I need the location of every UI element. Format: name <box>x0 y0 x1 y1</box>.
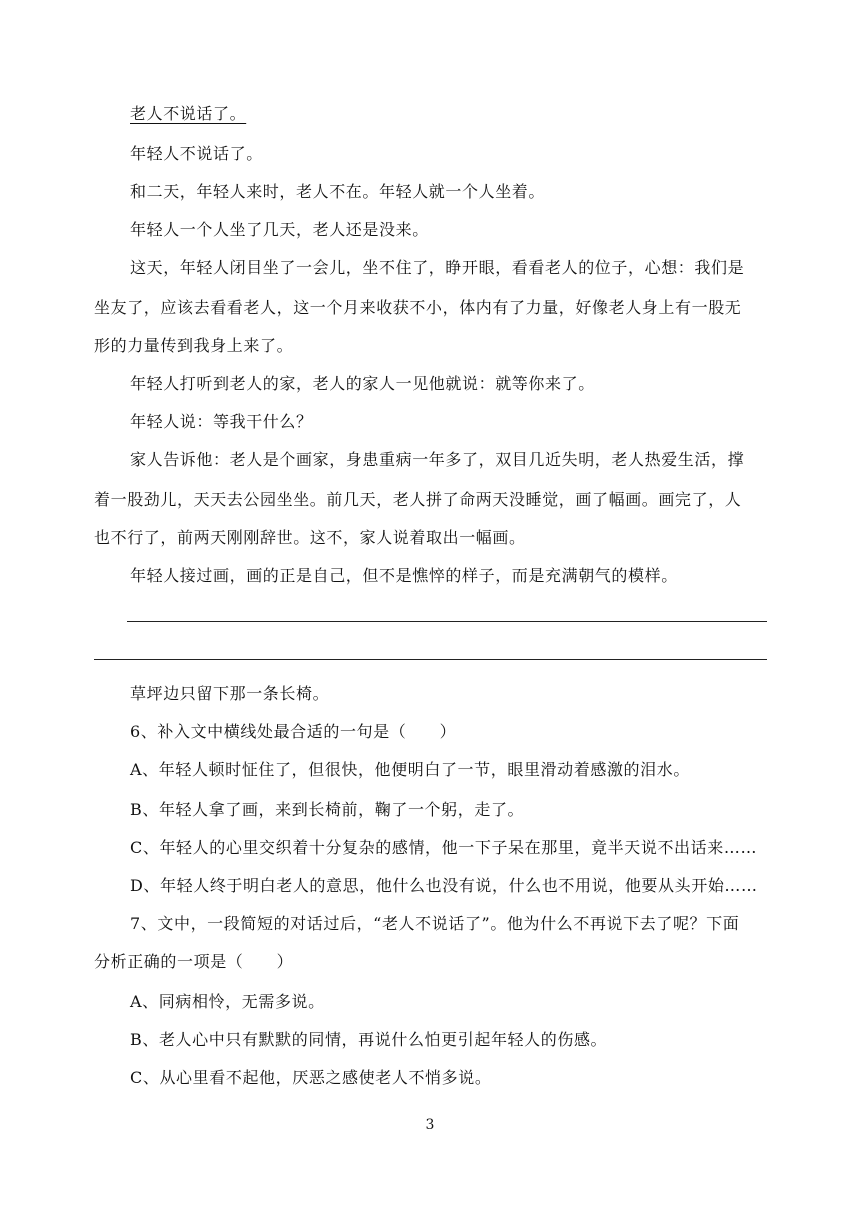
option-c: C、从心里看不起他，厌恶之感使老人不悄多说。 <box>130 1068 492 1087</box>
paragraph-continuation: 坐友了，应该去看看老人，这一个月来收获不小，体内有了力量，好像老人身上有一股无 <box>94 298 742 317</box>
question-6: 6、补入文中横线处最合适的一句是（ ） <box>130 722 457 741</box>
option-c: C、年轻人的心里交织着十分复杂的感情，他一下子呆在那里，竟半天说不出话来…… <box>130 838 758 857</box>
page-number: 3 <box>425 1117 435 1133</box>
option-b: B、老人心中只有默默的同情，再说什么怕更引起年轻人的伤感。 <box>130 1030 608 1049</box>
paragraph-continuation: 着一股劲儿，天天去公园坐坐。前几天，老人拼了命两天没睡觉，画了幅画。画完了，人 <box>94 490 742 509</box>
paragraph-continuation: 形的力量传到我身上来了。 <box>94 336 294 355</box>
paragraph: 年轻人说：等我干什么？ <box>130 412 313 431</box>
paragraph: 年轻人接过画，画的正是自己，但不是憔悴的样子，而是充满朝气的模样。 <box>130 566 678 585</box>
option-a: A、同病相怜，无需多说。 <box>130 992 325 1011</box>
paragraph: 年轻人不说话了。 <box>130 144 263 163</box>
paragraph: 这天，年轻人闭目坐了一会儿，坐不住了，睁开眼，看看老人的位子，心想：我们是 <box>130 258 745 277</box>
paragraph: 年轻人打听到老人的家，老人的家人一见他就说：就等你来了。 <box>130 374 595 393</box>
paragraph-underlined: 老人不说话了。 <box>130 104 247 123</box>
option-b: B、年轻人拿了画，来到长椅前，鞠了一个躬，走了。 <box>130 800 525 819</box>
paragraph: 家人告诉他：老人是个画家，身患重病一年多了，双目几近失明，老人热爱生活，撑 <box>130 450 745 469</box>
question-7: 7、文中，一段简短的对话过后，“老人不说话了”。他为什么不再说下去了呢？下面 <box>130 914 740 933</box>
question-7-continuation: 分析正确的一项是（ ） <box>94 952 294 971</box>
option-d: D、年轻人终于明白老人的意思，他什么也没有说，什么也不用说，他要从头开始…… <box>130 876 758 895</box>
answer-blank-line <box>127 621 767 622</box>
option-a: A、年轻人顿时怔住了，但很快，他便明白了一节，眼里滑动着感激的泪水。 <box>130 760 690 779</box>
answer-blank-line <box>94 659 767 660</box>
paragraph: 年轻人一个人坐了几天，老人还是没来。 <box>130 220 429 239</box>
paragraph-continuation: 也不行了，前两天刚刚辞世。这不，家人说着取出一幅画。 <box>94 528 526 547</box>
paragraph: 草坪边只留下那一条长椅。 <box>130 684 330 703</box>
paragraph: 和二天，年轻人来时，老人不在。年轻人就一个人坐着。 <box>130 182 546 201</box>
